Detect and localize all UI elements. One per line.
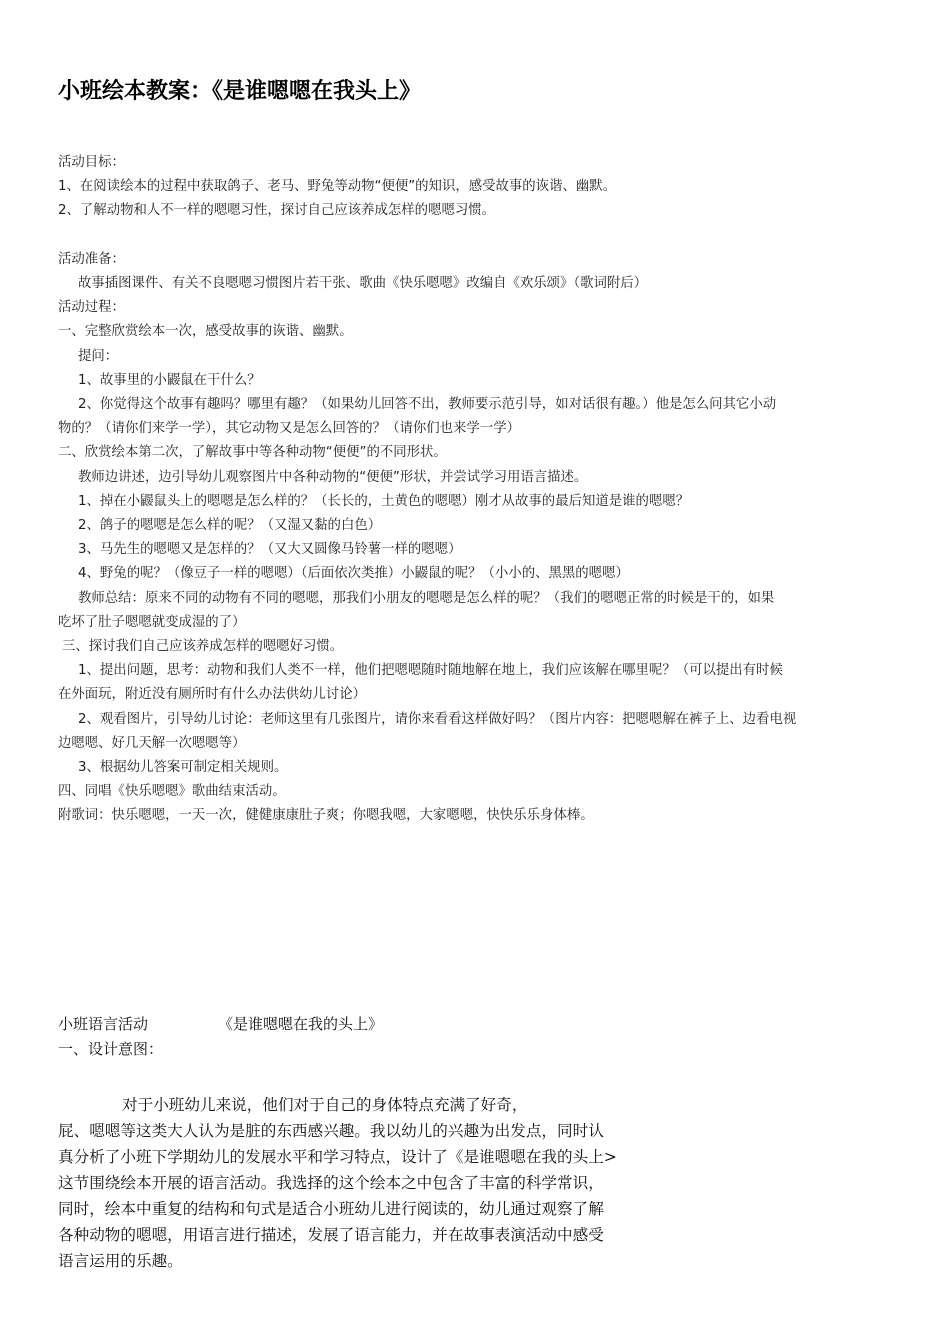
text-line: 2、鸽子的嗯嗯是怎么样的呢？（又湿又黏的白色） (78, 518, 382, 534)
paragraph-line: 对于小班幼儿来说，他们对于自己的身体特点充满了好奇， (122, 1096, 528, 1114)
paragraph-line: 语言运用的乐趣。 (58, 1252, 183, 1270)
text-line: 边嗯嗯、好几天解一次嗯嗯等） (58, 735, 246, 751)
paragraph-line: 屁、嗯嗯等这类大人认为是脏的东西感兴趣。我以幼儿的兴趣为出发点，同时认 (58, 1122, 604, 1140)
blank-line (58, 224, 898, 248)
document-title: 小班绘本教案：《是谁嗯嗯在我头上》 (58, 79, 422, 104)
section-two-heading (58, 1012, 898, 1037)
section-two-heading-right: 《是谁嗯嗯在我的头上》 (218, 1015, 384, 1033)
text-line: 活动目标： (58, 155, 125, 170)
text-line: 1、提出问题，思考：动物和我们人类不一样，他们把嗯嗯随时随地解在地上，我们应该解在哪里呢？（可以提出有时候 (78, 663, 783, 679)
text-line: 二、欣赏绘本第二次，了解故事中等各种动物“便便”的不同形状。 (58, 445, 447, 461)
paragraph-line: 各种动物的嗯嗯，用语言进行描述，发展了语言能力，并在故事表演活动中感受 (58, 1226, 604, 1244)
paragraph-line: 这节围绕绘本开展的语言活动。我选择的这个绘本之中包含了丰富的科学常识， (58, 1174, 604, 1192)
text-line: 活动准备： (58, 251, 125, 267)
text-line: 三、探讨我们自己应该养成怎样的嗯嗯好习惯。 (62, 639, 344, 655)
section-two-heading-left: 小班语言活动 (58, 1015, 149, 1033)
section-two-subheading: 一、设计意图： (58, 1040, 164, 1058)
text-line: 教师边讲述，边引导幼儿观察图片中各种动物的“便便”形状，并尝试学习用语言描述。 (78, 469, 588, 485)
text-line: 附歌词：快乐嗯嗯，一天一次，健健康康肚子爽；你嗯我嗯，大家嗯嗯，快快乐乐身体棒。 (58, 808, 594, 824)
section-two (58, 1012, 898, 1274)
text-line: 1、故事里的小鼹鼠在干什么？ (78, 372, 261, 388)
text-line: 1、在阅读绘本的过程中获取鸽子、老马、野兔等动物“便便”的知识，感受故事的诙谐、幽默。 (58, 179, 617, 195)
text-line: 3、根据幼儿答案可制定相关规则。 (78, 760, 288, 776)
text-line: 活动过程： (58, 300, 125, 316)
text-line: 2、你觉得这个故事有趣吗？哪里有趣？（如果幼儿回答不出，教师要示范引导，如对话很有趣。）他是怎么问其它小动 (78, 397, 777, 413)
text-line: 四、同唱《快乐嗯嗯》歌曲结束活动。 (58, 784, 286, 800)
text-line: 提问： (78, 348, 119, 364)
text-line: 1、掉在小鼹鼠头上的嗯嗯是怎么样的？（长长的，土黄色的嗯嗯）刚才从故事的最后知道是谁的嗯嗯？ (78, 493, 690, 509)
paragraph-line: 真分析了小班下学期幼儿的发展水平和学习特点，设计了《是谁嗯嗯在我的头上> (58, 1148, 617, 1166)
text-line: 在外面玩，附近没有厕所时有什么办法供幼儿讨论） (58, 687, 366, 703)
lesson-plan-body (58, 151, 898, 829)
text-line: 3、马先生的嗯嗯又是怎样的？（又大又圆像马铃薯一样的嗯嗯） (78, 542, 462, 558)
text-line: 一、完整欣赏绘本一次，感受故事的诙谐、幽默。 (58, 324, 353, 340)
paragraph-line: 同时，绘本中重复的结构和句式是适合小班幼儿进行阅读的，幼儿通过观察了解 (58, 1200, 604, 1218)
text-line: 吃坏了肚子嗯嗯就变成湿的了） (58, 614, 246, 630)
text-line: 2、了解动物和人不一样的嗯嗯习性，探讨自己应该养成怎样的嗯嗯习惯。 (58, 203, 496, 219)
text-line: 故事插图课件、有关不良嗯嗯习惯图片若干张、歌曲《快乐嗯嗯》改编自《欢乐颂》（歌词附后） (78, 276, 648, 291)
text-line: 教师总结：原来不同的动物有不同的嗯嗯，那我们小朋友的嗯嗯是怎么样的呢？（我们的嗯嗯正常的时候是干的，如果 (78, 590, 775, 606)
text-line: 物的？（请你们来学一学），其它动物又是怎么回答的？（请你们也来学一学） (58, 421, 520, 437)
text-line: 4、野兔的呢？（像豆子一样的嗯嗯）（后面依次类推）小鼹鼠的呢？（小小的、黑黑的嗯嗯） (78, 566, 629, 582)
text-line: 2、观看图片，引导幼儿讨论：老师这里有几张图片，请你来看看这样做好吗？（图片内容：把嗯嗯解在裤子上、边看电视 (78, 711, 797, 727)
design-intent-paragraph (58, 1092, 898, 1274)
